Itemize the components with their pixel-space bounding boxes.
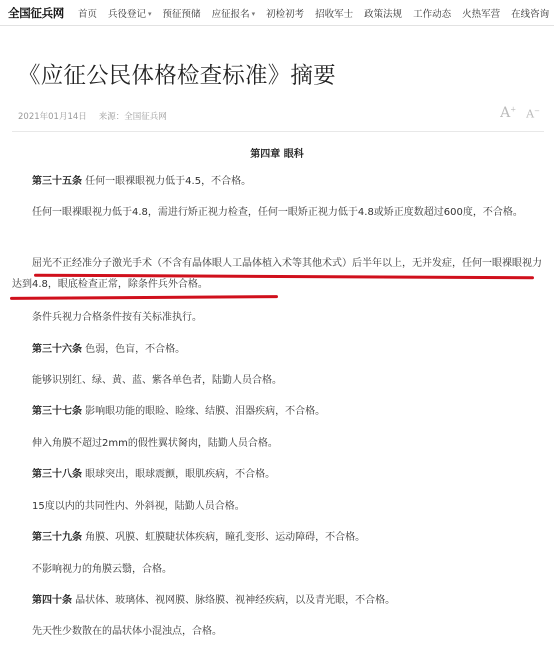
nav-item-label: 应征报名 bbox=[211, 8, 250, 20]
nav-item-label: 政策法规 bbox=[364, 8, 403, 20]
article-clause-number: 第三十七条 bbox=[32, 406, 82, 417]
nav-item-home[interactable] bbox=[78, 6, 97, 20]
paragraph-text: 15度以内的共同性内、外斜视，陆勤人员合格。 bbox=[32, 501, 245, 512]
paragraph-text: 色弱，色盲，不合格。 bbox=[82, 344, 186, 355]
nav-item-camp-life[interactable] bbox=[462, 6, 500, 20]
chapter-heading: 第四章 眼科 bbox=[250, 149, 304, 160]
article-clause-number: 第三十八条 bbox=[32, 469, 82, 480]
article-clause-number: 第三十六条 bbox=[32, 344, 82, 355]
article-paragraph bbox=[12, 590, 544, 611]
paragraph-text: 任何一眼裸眼视力低于4.8，需进行矫正视力检查，任何一眼矫正视力低于4.8或矫正度数超过600度，不合格。 bbox=[32, 207, 523, 218]
paragraph-text: 伸入角膜不超过2mm的假性翼状胬肉，陆勤人员合格。 bbox=[32, 438, 278, 449]
paragraph-text: 眼球突出，眼球震颤，眼肌疾病，不合格。 bbox=[82, 469, 276, 480]
article-paragraph bbox=[12, 307, 544, 328]
divider bbox=[12, 131, 544, 132]
nav-item-consult[interactable] bbox=[511, 6, 549, 20]
paragraph-text: 不影响视力的角膜云翳，合格。 bbox=[32, 564, 172, 575]
article-paragraph bbox=[12, 171, 544, 192]
nav-item-label: 火热军营 bbox=[462, 8, 501, 20]
article-paragraph bbox=[12, 202, 544, 223]
article-source: 来源：全国征兵网 bbox=[98, 112, 167, 122]
article-clause-number: 第四十条 bbox=[32, 595, 72, 606]
article-clause-number: 第三十五条 bbox=[32, 176, 82, 187]
paragraph-text: 影响眼功能的眼睑、睑缘、结膜、泪器疾病，不合格。 bbox=[82, 406, 326, 417]
font-enlarge-button[interactable]: A+ bbox=[500, 105, 517, 121]
article-paragraph bbox=[12, 433, 544, 454]
nav-item-apply[interactable] bbox=[212, 6, 256, 20]
chevron-down-icon: ▾ bbox=[148, 9, 152, 18]
article-paragraph bbox=[12, 464, 544, 485]
article-title: 《应征公民体格检查标准》摘要 bbox=[18, 63, 336, 89]
nav-item-sergeant-recruit[interactable] bbox=[315, 6, 353, 20]
nav-item-label: 招收军士 bbox=[315, 8, 354, 20]
paragraph-text: 能够识别红、绿、黄、蓝、紫各单色者，陆勤人员合格。 bbox=[32, 375, 282, 386]
nav-item-label: 兵役登记 bbox=[108, 8, 147, 20]
article-meta bbox=[18, 110, 167, 122]
font-size-tools bbox=[500, 106, 540, 120]
font-shrink-button[interactable]: A− bbox=[526, 107, 540, 121]
article-date: 2021年01月14日 bbox=[18, 112, 87, 122]
article-paragraph bbox=[12, 559, 544, 580]
plus-icon: + bbox=[510, 105, 517, 114]
article-paragraph bbox=[12, 496, 544, 517]
nav-item-label: 工作动态 bbox=[413, 8, 452, 20]
nav-item-registration[interactable] bbox=[108, 6, 152, 20]
nav-item-policy[interactable] bbox=[364, 6, 402, 20]
paragraph-text: 条件兵视力合格条件按有关标准执行。 bbox=[32, 312, 202, 323]
nav-item-label: 预征预储 bbox=[162, 8, 201, 20]
chevron-down-icon: ▾ bbox=[251, 9, 256, 18]
article-paragraph bbox=[12, 527, 544, 548]
minus-icon: − bbox=[534, 107, 540, 116]
article-paragraph bbox=[12, 370, 544, 391]
site-logo[interactable]: 全国征兵网 bbox=[8, 5, 64, 20]
article-paragraph bbox=[12, 339, 544, 360]
article-paragraph bbox=[12, 621, 544, 642]
paragraph-text: 屈光不正经准分子激光手术（不含有晶体眼人工晶体植入术等其他术式）后半年以上，无并发症，任何一眼裸眼视力达到4.8，眼底检查正常，除条件兵外合格。 bbox=[12, 258, 542, 290]
nav-item-label: 首页 bbox=[78, 8, 98, 20]
paragraph-text: 任何一眼裸眼视力低于4.5，不合格。 bbox=[82, 176, 252, 187]
paragraph-text: 先天性少数散在的晶状体小混浊点，合格。 bbox=[32, 626, 222, 637]
highlight-underline bbox=[10, 295, 278, 300]
nav-item-label: 初检初考 bbox=[266, 8, 305, 20]
article-paragraph bbox=[12, 401, 544, 422]
top-navbar bbox=[0, 0, 554, 26]
nav-item-initial-exam[interactable] bbox=[266, 6, 304, 20]
paragraph-text: 晶状体、玻璃体、视网膜、脉络膜、视神经疾病，以及青光眼，不合格。 bbox=[72, 595, 396, 606]
paragraph-text: 角膜、巩膜、虹膜睫状体疾病，瞳孔变形、运动障碍，不合格。 bbox=[82, 532, 366, 543]
article-clause-number: 第三十九条 bbox=[32, 532, 82, 543]
nav-item-news[interactable] bbox=[413, 6, 451, 20]
nav-item-label: 在线咨询 bbox=[511, 8, 550, 20]
nav-item-pre-enlistment[interactable] bbox=[163, 6, 201, 20]
